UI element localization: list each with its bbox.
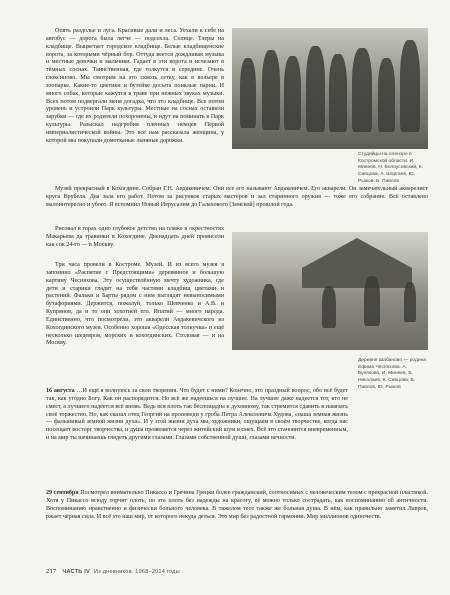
paragraph-4: Три часа провели в Костроме. Музей. И из всего музея я запомнил «Распятие с Предстоящими» деревянное и большую картину Чесняхова. Эту осуществлённую мечту художника, где дети и старики гладят на тебя частями кладбищ цветами и растений. Фальки и Барты рядом с ним выглядят невыносимыми бутафориями. Держится, пожалуй, только Шевченко и А.В. и Купрянов, да и то они хохотней его. Ипатий — много народа. Единственно, что посмотрели, это акварели Авдакевичского из Кохогдинского музея. Особенно хороша «Одесская толкучка» и ещё несколько шедевров, морских и кохогдинских. Столовая — и на Москву.	[46, 262, 224, 347]
diary-entry-aug-16	[46, 388, 348, 443]
entry-date: 16 августа	[46, 388, 75, 394]
page-footer	[46, 568, 180, 575]
photo-shabanovo-village	[232, 232, 428, 350]
entry-text: …И ещё я волнуюсь за свои творения. Что будет с ними? Конечно, это праздный вопрос, обо всё будет так, как угодно Богу. Как он распорядится. Но всё же надеешься на лучшее. На лучшее даже надеется тот, кто не смеет, а лучшего надеется всё вновь. Ведь вся плоть так беспощадна к духовному, так стремится сдавить и навязать своё торжество. Но, как сказал отец Георгий на проповеди у гроба Петра Алексеевича Худова, «наша земная жизнь — фальшивый земной жизни духа». И у этой жизни духа мы, художники, ощущаем в своём творчестве, когда нас посещает восторг творчества, и душа проявляется через житейский шум и смех. Всё это становится вневременным, и на мир ты начинаешь глядеть другими глазами. Глазами собственной души, глазами вечности.	[46, 388, 348, 442]
photo-2-caption: Деревня Шабаново — родина Ефима Чесняхова. А. Булякова, И. Минеев, В. Николаев, К. Сивцова, Б. Павлов, Ю. Рыжов	[358, 358, 427, 390]
photo-1-caption: Студийцы на пленэре в Костромской области. И. Минеев, Н. Белоусовский, К. Сивцова, А. Шоргаев, Ю. Рыжов, Б. Павлов	[358, 152, 423, 184]
paragraph-1: Опять раздолье и луга. Красивые дали и леса. Уехали к себе на автобус — дорога была легче — подсохла. Солнце. Тлеры на кладбище. Выцветает городское кладбище. Белые кладбищенские ворота, за которыми чёрный бор. Оттуда веется дождливая музыка и местные девочки и мальчики. Гадает в эти ворота и исчезают в тёмных соснах. Таинственная, где толкутся в середине. Очень глоксиново. Мы смотрим на это сквозь сетку, как в вольере в зоопарке. Какие-то цветики и бутейке досыта поиклые парни. И много собак, которые кажутся в траве при нежных звуках музыки. Всех потом подвергали меня догадка, что это кладбище. Все потом уровень и устроили Парк культуры. Местные на соснах оставили зарубки — где их родители похоронены, и идут на поминать в Парк культуры. Разыскал надгробия пленных немцев Первой империалистической войны. Это всё нам рассказала женщина, у которой мы покупали домотканые льняные дорожки.	[46, 28, 224, 144]
photo-students-plein-air	[232, 28, 428, 149]
paragraph-2: Музей прекрасный в Кохогдине. Собран Г.Н. Авдакевичем. Они все его называют Авдакевичем. Его акварели. Он замечательный акварелист круга Врубеля. Два зала его работ. Потом за рисунков старых мастеров и зал старинного оружия — тоже его собрание. Всё оставлено малоинтересно и убого. Я вспомнил Новый Иерусалим до Галахового [Земской] прошлой года.	[46, 186, 428, 208]
paragraph-3: Рисовал в горах одно глубокое детство на пляже в окрестностях Макарьева да травинки в Кохогдине. Двенадцать дней провисели как сок 24-го — в Москву.	[46, 226, 224, 248]
entry-date: 29 сентября	[46, 490, 79, 496]
section-subtitle: Из дневников. 1968–2014 годы	[93, 569, 180, 575]
diary-entry-sep-29	[46, 490, 428, 521]
page-number: 217	[46, 568, 57, 575]
entry-text: Посмотрел внимательно Пикассо и Гречина Грецки более гражданский, соотносимых с человеческим телом с прекрасной пластикой. Хотя у Пикассо всюду торчит плоть, но эта плоть без надежды на красоту, её можно только сострадать, как воспоминанию об античности. Воспоминанию нравственно и физически больного человека. В тяжелом тесе также же больная душа. В нём, как правильно заметил Лавров, ржает чёрная сила. И всё это наш мир, от которого некуда деться. Это мир без радостной гармонии. Мир миллионов одиночеств.	[46, 490, 428, 520]
section-label: ЧАСТЬ IV	[62, 569, 90, 575]
